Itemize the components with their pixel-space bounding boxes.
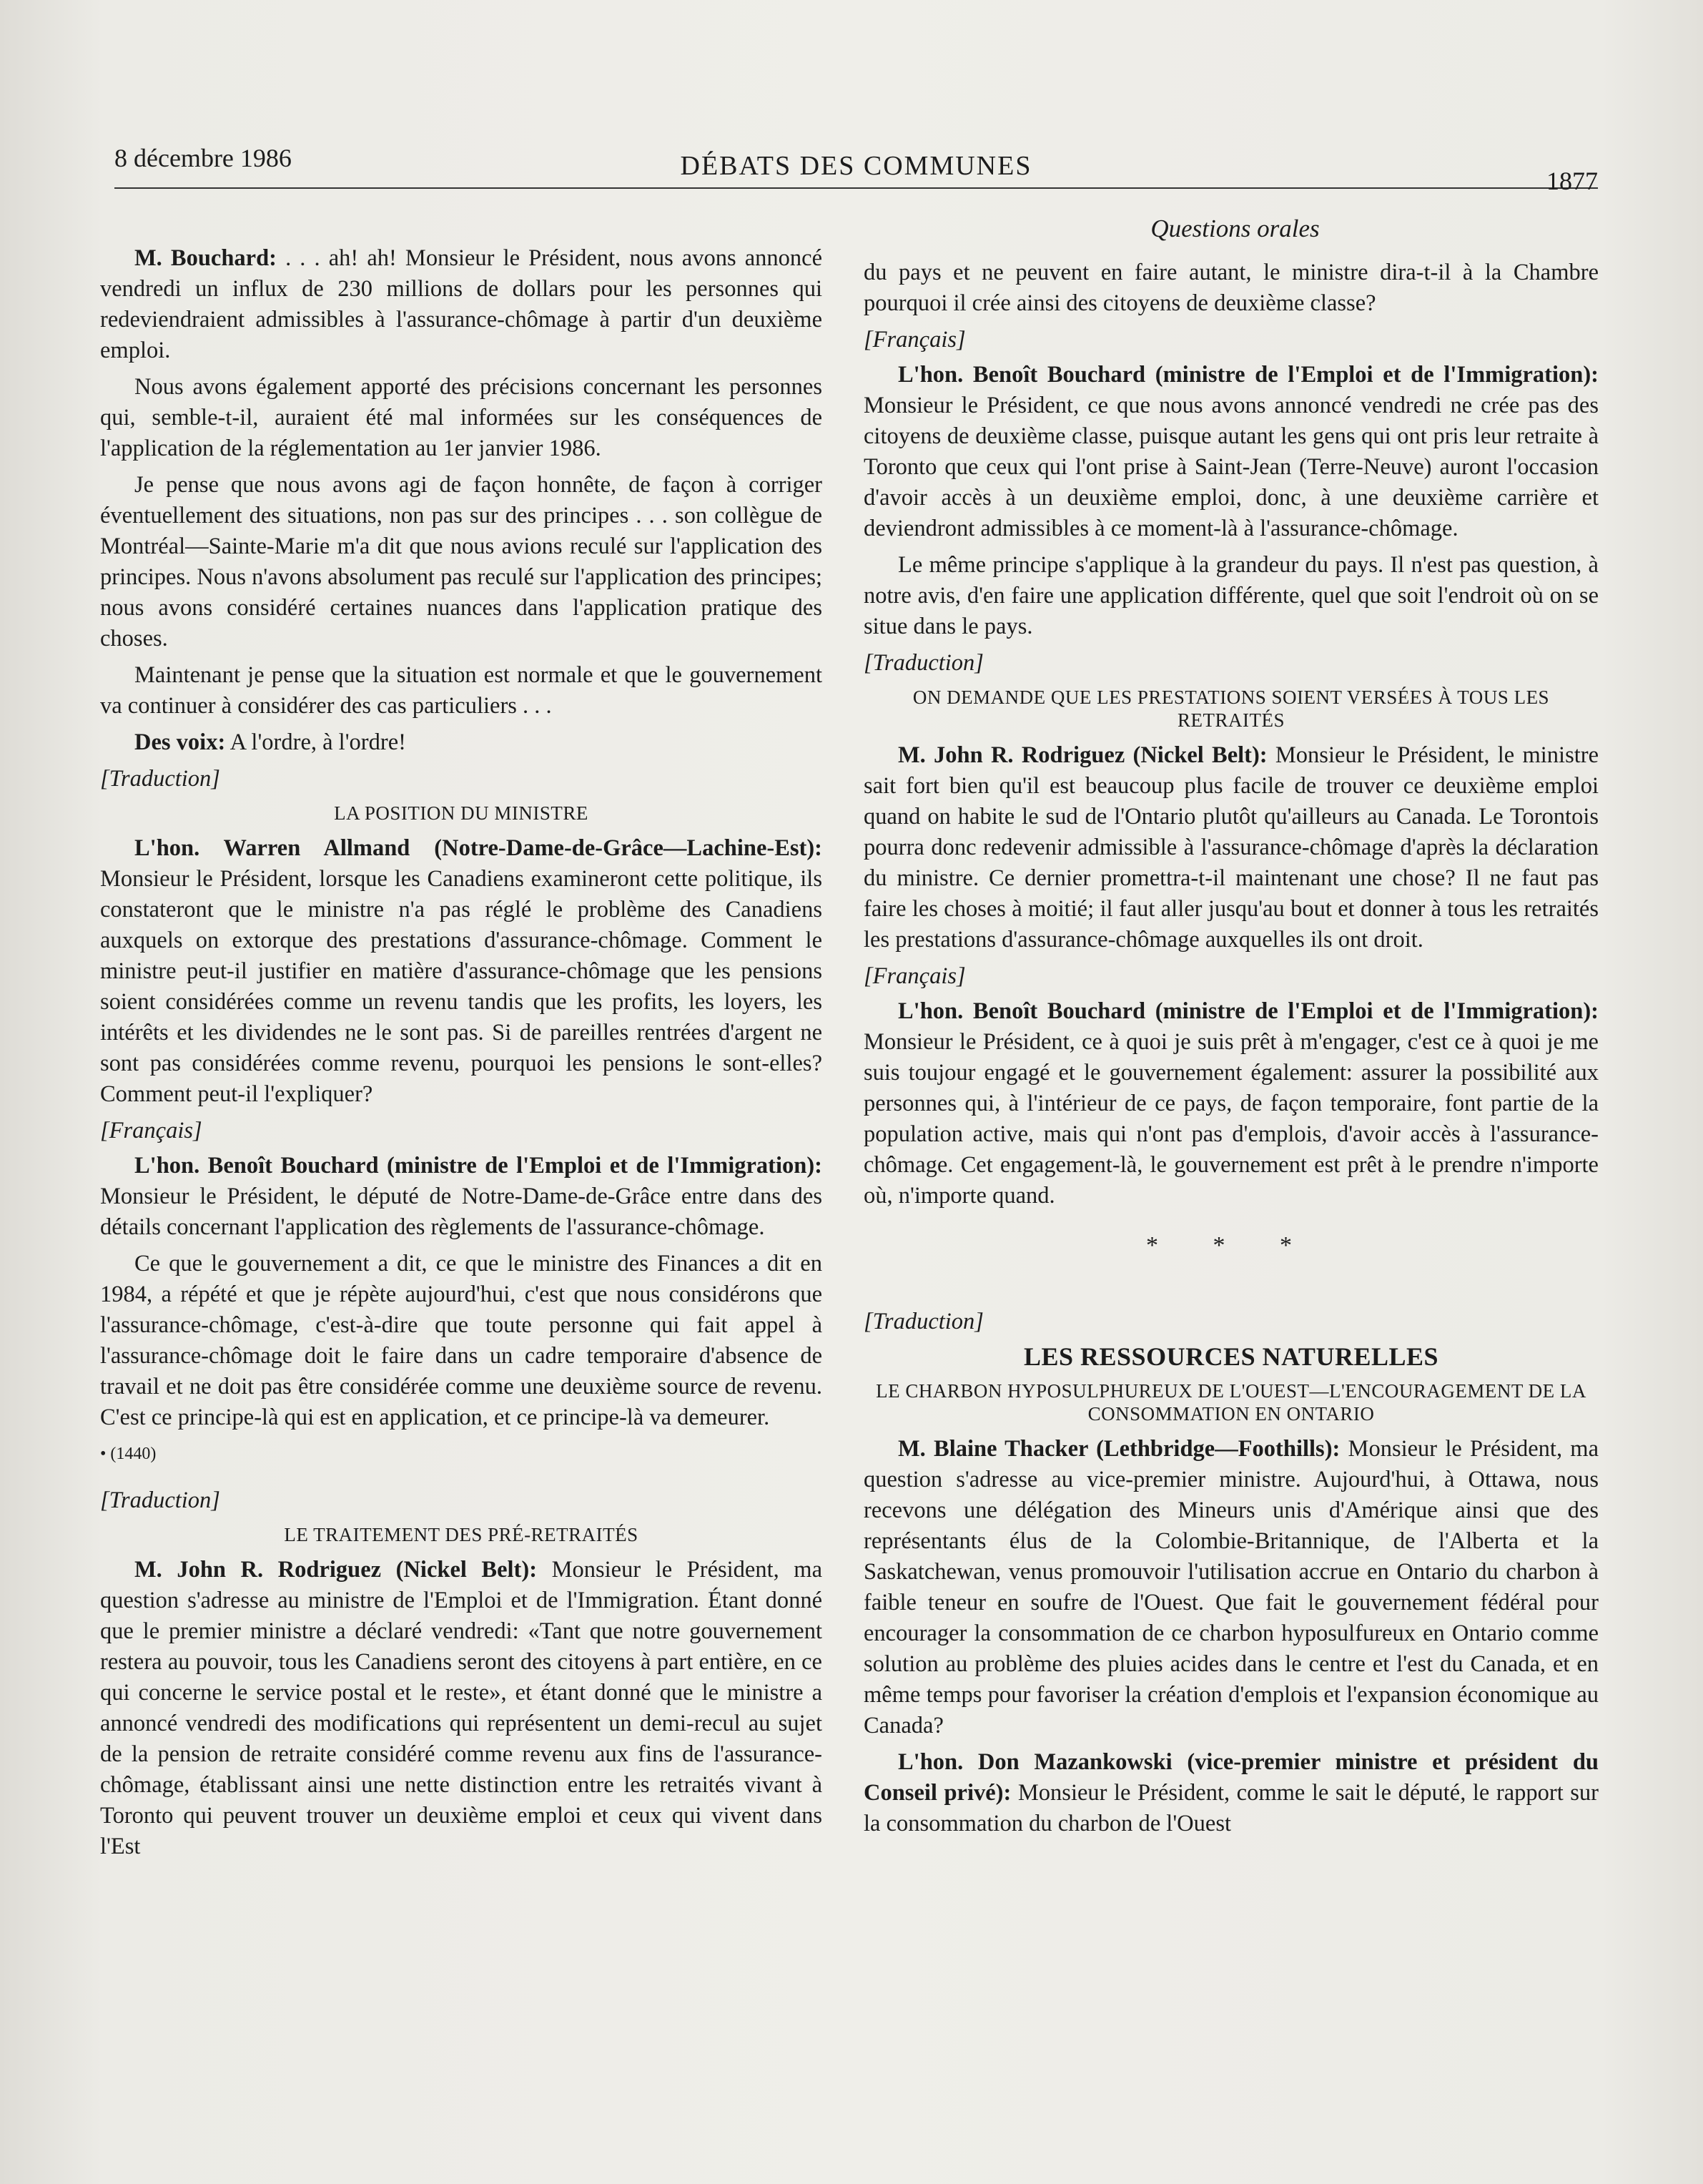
paragraph: Nous avons également apporté des précisions concernant les personnes qui, semble-t-il, auraient été mal informées sur les conséquences de l'application de la réglementation au 1er janvier 1986. <box>100 374 822 461</box>
major-section-heading: LES RESSOURCES NATURELLES <box>1023 1342 1439 1371</box>
time-marker: • (1440) <box>100 1445 157 1463</box>
speaker-name: M. Blaine Thacker (Lethbridge—Foothills): <box>898 1436 1341 1462</box>
speech-text: Monsieur le Président, ce que nous avons annoncé vendredi ne crée pas des citoyens de deuxième classe, puisque autant les gens qui ont pris leur retraite à Toronto que ceux qui l'ont prise à Saint-Jean (Terre-Neuve) auront l'occasion d'avoir accès à un deuxième emploi, donc, à une deuxième carrière et deviendront admissibles à ce moment-là à l'assurance-chômage. <box>864 393 1599 541</box>
section-separator: * * * <box>1146 1232 1316 1259</box>
header-page-number: 1877 <box>1546 167 1598 195</box>
paragraph <box>864 360 1599 544</box>
speaker-name: L'hon. Benoît Bouchard (ministre de l'Emploi et de l'Immigration): <box>134 1153 822 1179</box>
language-tag: [Traduction] <box>100 1487 220 1513</box>
speech-text: A l'ordre, à l'ordre! <box>225 729 406 755</box>
speaker-name: Des voix: <box>134 729 226 755</box>
section-heading: LE TRAITEMENT DES PRÉ-RETRAITÉS <box>284 1524 638 1545</box>
section-heading: LA POSITION DU MINISTRE <box>334 802 588 824</box>
paragraph: du pays et ne peuvent en faire autant, le ministre dira-t-il à la Chambre pourquoi il crée ainsi des citoyens de deuxième classe? <box>864 260 1599 316</box>
section-heading: ON DEMANDE QUE LES PRESTATIONS SOIENT VERSÉES À TOUS LES RETRAITÉS <box>912 687 1550 731</box>
speech-text: Monsieur le Président, ma question s'adresse au ministre de l'Emploi et de l'Immigration. Étant donné que le premier ministre a déclaré vendredi: «Tant que notre gouvernement restera au pouvoir, tous les Canadiens seront des citoyens à part entière, en ce qui concerne le service postal et le reste», et étant donné que le ministre a annoncé vendredi des modifications qui représentent un demi-recul au sujet de la pension de retraite considéré comme revenu aux fins de l'assurance-chômage, établissant ainsi une nette distinction entre les retraités vivant à Toronto qui peuvent trouver un deuxième emploi et ceux qui vivent dans l'Est <box>100 1557 822 1859</box>
paragraph <box>864 996 1599 1211</box>
speaker-name: L'hon. Benoît Bouchard (ministre de l'Emploi et de l'Immigration): <box>898 998 1599 1024</box>
language-tag: [Français] <box>864 963 966 989</box>
speaker-name: L'hon. Benoît Bouchard (ministre de l'Emploi et de l'Immigration): <box>898 362 1599 388</box>
paragraph <box>100 1151 822 1243</box>
right-column <box>864 257 1599 1845</box>
speech-text: Monsieur le Président, lorsque les Canadiens examineront cette politique, ils constateront que le ministre n'a pas réglé le problème des Canadiens auxquels on extorque des prestations d'assurance-chômage. Comment le ministre peut-il justifier en matière d'assurance-chômage que les pensions soient considérées comme un revenu tandis que les profits, les loyers, les intérêts et les dividendes ne le sont pas. Si de pareilles rentrées d'argent ne sont pas considérées comme revenu, pourquoi les pensions le sont-elles? Comment peut-il l'expliquer? <box>100 866 822 1107</box>
paragraph <box>100 727 822 758</box>
header-title: DÉBATS DES COMMUNES <box>680 151 1032 181</box>
speech-text: Monsieur le Président, ma question s'adresse au vice-premier ministre. Aujourd'hui, à Ottawa, nous recevons une délégation des Mineurs unis d'Amérique ainsi que des représentants élus de la Colombie-Britannique, de l'Alberta et la Saskatchewan, venus promouvoir l'utilisation accrue en Ontario du charbon à faible teneur en soufre de l'Ouest. Que fait le gouvernement fédéral pour encourager la consommation de ce charbon hyposulfureux en Ontario comme solution au problème des pluies acides dans le centre et l'est du Canada, et en même temps pour favoriser la création d'emplois et l'expansion économique au Canada? <box>864 1436 1599 1738</box>
paragraph <box>864 1747 1599 1839</box>
speech-text: . . . ah! ah! Monsieur le Président, nous avons annoncé vendredi un influx de 230 millions de dollars pour les personnes qui redeviendraient admissibles à l'assurance-chômage à partir d'un deuxième emploi. <box>100 245 823 363</box>
speaker-name: L'hon. Warren Allmand (Notre-Dame-de-Grâce—Lachine-Est): <box>134 835 822 861</box>
section-subheading: Questions orales <box>1150 215 1320 242</box>
language-tag: [Traduction] <box>864 1309 984 1334</box>
paragraph: Maintenant je pense que la situation est normale et que le gouvernement va continuer à considérer des cas particuliers . . . <box>100 662 822 719</box>
section-heading: LE CHARBON HYPOSULPHUREUX DE L'OUEST—L'ENCOURAGEMENT DE LA CONSOMMATION EN ONTARIO <box>876 1380 1586 1425</box>
speaker-name: M. John R. Rodriguez (Nickel Belt): <box>898 742 1268 768</box>
language-tag: [Français] <box>864 327 966 353</box>
speaker-name: M. John R. Rodriguez (Nickel Belt): <box>134 1557 538 1583</box>
speaker-name: M. Bouchard: <box>134 245 277 271</box>
language-tag: [Traduction] <box>864 650 984 676</box>
left-column <box>100 243 822 1868</box>
language-tag: [Traduction] <box>100 766 220 792</box>
language-tag: [Français] <box>100 1118 202 1143</box>
paragraph: Ce que le gouvernement a dit, ce que le ministre des Finances a dit en 1984, a répété et que je répète aujourd'hui, c'est que nous considérons que l'assurance-chômage, c'est-à-dire que toute personne qui fait appel à l'assurance-chômage doit le faire dans un cadre temporaire d'absence de travail et ne doit pas être considérée comme une deuxième source de revenu. C'est ce principe-là qui est en application, et ce principe-là va demeurer. <box>100 1251 822 1430</box>
paragraph <box>864 740 1599 955</box>
header-date: 8 décembre 1986 <box>114 144 292 172</box>
speech-text: Monsieur le Président, comme le sait le député, le rapport sur la consommation du charbon de l'Ouest <box>864 1780 1599 1836</box>
speaker-name: L'hon. Don Mazankowski (vice-premier ministre et président du Conseil privé): <box>864 1749 1599 1806</box>
speech-text: Monsieur le Président, le ministre sait fort bien qu'il est beaucoup plus facile de trouver ce deuxième emploi quand on habite le sud de l'Ontario plutôt qu'ailleurs au Canada. Le Torontois pourra donc redevenir admissible à l'assurance-chômage d'après la déclaration du ministre. Ce dernier promettra-t-il maintenant une chose? Il ne faut pas faire les choses à moitié; il faut aller jusqu'au bout et donner à tous les retraités les prestations d'assurance-chômage auxquelles ils ont droit. <box>864 742 1599 953</box>
paragraph <box>100 833 822 1110</box>
page-header <box>114 137 1598 195</box>
paragraph: Le même principe s'applique à la grandeur du pays. Il n'est pas question, à notre avis, d'en faire une application différente, quel que soit l'endroit où on se situe dans le pays. <box>864 552 1599 639</box>
paragraph <box>100 243 822 366</box>
speech-text: Monsieur le Président, ce à quoi je suis prêt à m'engager, c'est ce à quoi je me suis toujour engagé et le gouvernement également: assurer la possibilité aux personnes qui, à l'intérieur de ce pays, de façon temporaire, font partie de la population active, mais qui n'ont pas d'emplois, d'avoir accès à l'assurance-chômage. Cet engagement-là, le gouvernement est prêt à le prendre n'importe où, n'importe quand. <box>864 1029 1599 1209</box>
paragraph <box>100 1555 822 1862</box>
paragraph: Je pense que nous avons agi de façon honnête, de façon à corriger éventuellement des situations, non pas sur des principes . . . son collègue de Montréal—Sainte-Marie m'a dit que nous avions reculé sur l'application des principes. Nous n'avons absolument pas reculé sur l'application des principes; nous avons considéré certaines nuances dans l'application pratique des choses. <box>100 472 822 651</box>
paragraph <box>864 1434 1599 1741</box>
speech-text: Monsieur le Président, le député de Notre-Dame-de-Grâce entre dans des détails concernant l'application des règlements de l'assurance-chômage. <box>100 1184 822 1240</box>
